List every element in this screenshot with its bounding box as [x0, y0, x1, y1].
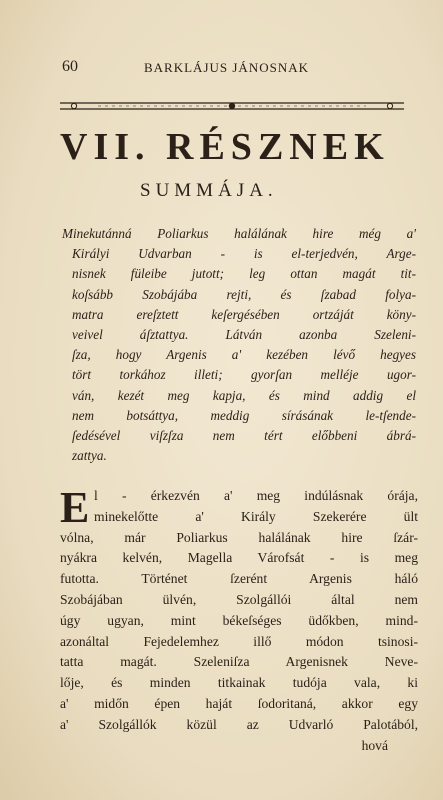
- chapter-title: VII. RÉSZNEK: [60, 126, 390, 168]
- summary-line: veivel áſztattya. Látván azonba Szeleni-: [72, 326, 416, 342]
- summary-line: matra ereſztett keſergésében ortzáját köny-: [72, 306, 416, 322]
- body-line: úgy ugyan, mint békeſséges üdőkben, mind-: [60, 612, 418, 628]
- body-line: tatta magát. Szeleniſza Argenisnek Neve-: [60, 654, 418, 670]
- body-line: futotta. Történet ſzerént Argenis háló: [60, 571, 418, 587]
- catchword: hová: [361, 737, 388, 753]
- body-line: azonáltal Fejedelemhez illő módon tsinosi-: [60, 633, 418, 649]
- body-line: a' midőn épen haját ſodoritaná, akkor egy: [60, 695, 418, 711]
- decorative-rule: [58, 100, 406, 112]
- summary-line: nisnek füleibe jutott; leg ottan magát tit-: [72, 266, 416, 282]
- chapter-subtitle: SUMMÁJA.: [140, 180, 278, 201]
- body-line: vólna, már Poliarkus halálának hire ſzár-: [60, 529, 418, 545]
- page-header: [62, 58, 405, 82]
- summary-line: ſza, hogy Argenis a' kezében lévő hegyes: [72, 347, 416, 363]
- body-line: l - érkezvén a' meg indúlásnak órája,: [94, 488, 418, 503]
- summary-line: nem botsáttya, meddig sírásának le-tſende-: [72, 407, 416, 423]
- summary-line: Minekutánná Poliarkus halálának hire még a': [62, 226, 416, 241]
- summary-line: ván, kezét meg kapja, és mind addig el: [72, 387, 416, 403]
- body-line: Szobájában ülvén, Szolgállói által nem: [60, 591, 418, 607]
- chapter-summary: [62, 224, 416, 466]
- summary-line: zattya.: [72, 448, 107, 464]
- body-line: lője, és minden titkainak tudója vala, ki: [60, 675, 418, 691]
- drop-cap: E: [60, 483, 90, 532]
- body-line: a' Szolgállók közül az Udvarló Palotából,: [60, 716, 418, 732]
- body-text: [60, 483, 418, 756]
- summary-line: ſedésével viſzſza nem tért előbbeni ábrá-: [72, 427, 416, 443]
- summary-line: Királyi Udvarban - is el-terjedvén, Arge-: [72, 246, 416, 262]
- summary-line: koſsább Szobájába rejti, és ſzabad folya-: [72, 286, 416, 302]
- running-head: BARKLÁJUS JÁNOSNAK: [144, 60, 309, 75]
- summary-line: tört torkához illeti; gyorſan melléje ugor-: [72, 367, 416, 383]
- body-line: minekelőtte a' Király Szekerére ült: [94, 508, 418, 524]
- page-number: 60: [62, 58, 78, 75]
- body-line: nyákra kelvén, Magella Várofsát - is meg: [60, 550, 418, 566]
